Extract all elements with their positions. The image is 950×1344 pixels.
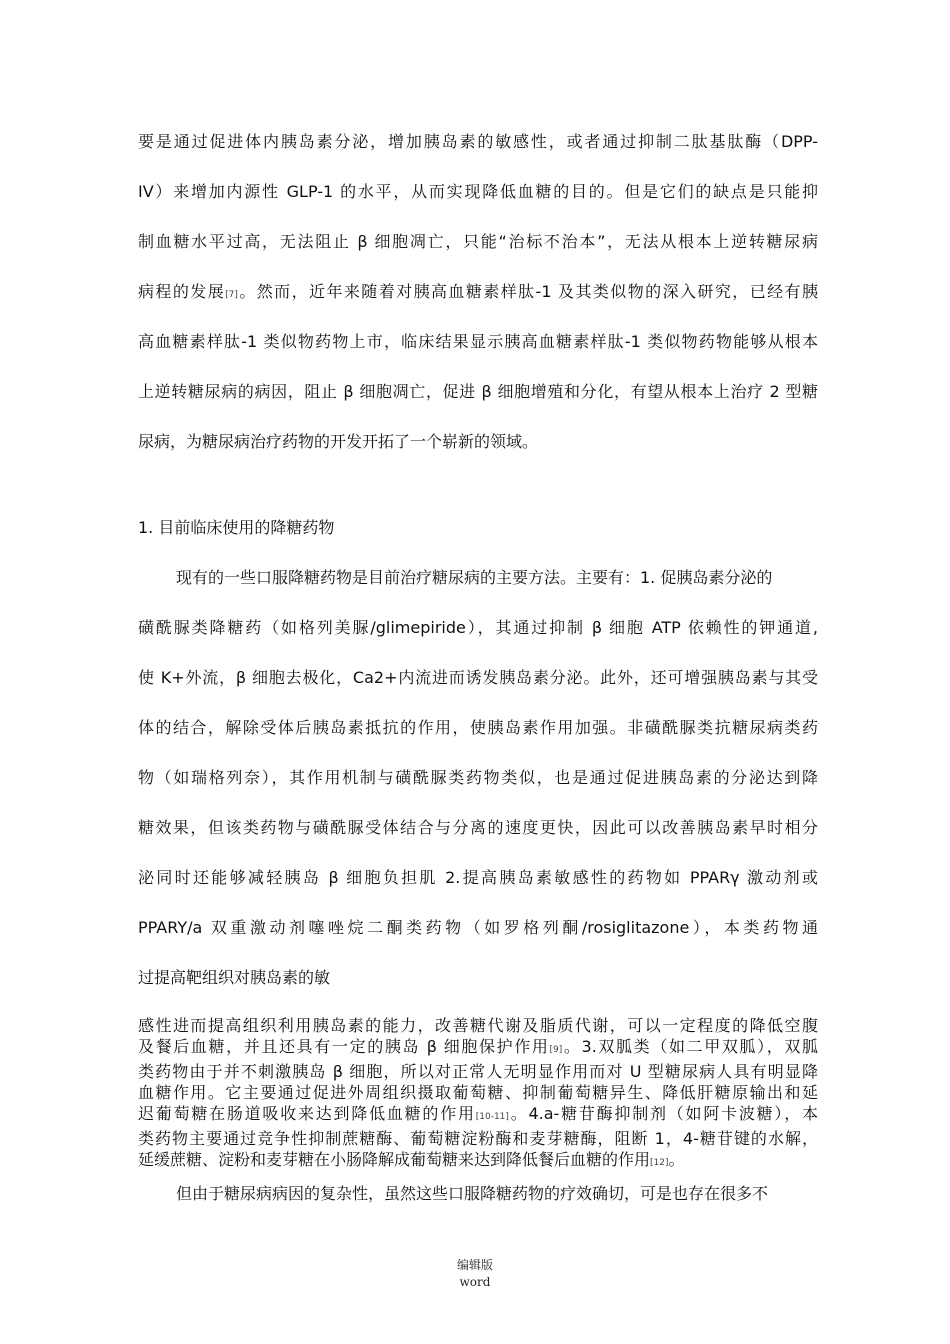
paragraph-line: 过提高靶组织对胰岛素的敏 bbox=[138, 968, 331, 987]
paragraph-line: 血糖作用。它主要通过促进外周组织摄取葡萄糖、抑制葡萄糖异生、降低肝糖原输出和延 bbox=[138, 1083, 818, 1102]
footer-label: word bbox=[459, 1275, 491, 1289]
text-fragment: 延缓蔗糖、淀粉和麦芽糖在小肠降解成葡萄糖来达到降低餐后血糖的作用 bbox=[138, 1150, 651, 1169]
paragraph-line: PPARY/a 双重激动剂噻唑烷二酮类药物（如罗格列酮/rosiglitazone），本类药物通 bbox=[138, 918, 818, 937]
paragraph-line: 使 K+外流，β 细胞去极化，Ca2+内流进而诱发胰岛素分泌。此外，还可增强胰岛素与其受 bbox=[138, 668, 818, 687]
paragraph-line: 泌同时还能够减轻胰岛 β 细胞负担肌 2.提高胰岛素敏感性的药物如 PPARγ 激动剂或 bbox=[138, 868, 818, 887]
text-fragment: 。4.a-糖苷酶抑制剂（如阿卡波糖），本 bbox=[508, 1104, 818, 1123]
text-fragment: 。 bbox=[668, 1150, 685, 1169]
text-fragment: 迟葡萄糖在肠道吸收来达到降低血糖的作用 bbox=[138, 1104, 476, 1123]
paragraph-line: 糖效果，但该类药物与磺酰脲受体结合与分离的速度更快，因此可以改善胰岛素早时相分 bbox=[138, 818, 818, 837]
paragraph-line: 上逆转糖尿病的病因，阻止 β 细胞凋亡，促进 β 细胞增殖和分化，有望从根本上治疗 2 型糖 bbox=[138, 382, 818, 401]
text-fragment: 。然而，近年来随着对胰高血糖素样肽-1 及其类似物的深入研究，已经有胰 bbox=[237, 282, 818, 301]
paragraph-line: IV）来增加内源性 GLP-1 的水平，从而实现降低血糖的目的。但是它们的缺点是只能抑 bbox=[138, 182, 818, 201]
text-fragment: 。3.双胍类（如二甲双胍），双胍 bbox=[562, 1037, 818, 1056]
paragraph-line: 体的结合，解除受体后胰岛素抵抗的作用，使胰岛素作用加强。非磺酰脲类抗糖尿病类药 bbox=[138, 718, 818, 737]
paragraph-line: 物（如瑞格列奈），其作用机制与磺酰脲类药物类似，也是通过促进胰岛素的分泌达到降 bbox=[138, 768, 818, 787]
paragraph-line bbox=[138, 1036, 818, 1061]
paragraph-line: 类药物主要通过竞争性抑制蔗糖酶、葡萄糖淀粉酶和麦芽糖酶，阻断 1，4-糖苷键的水解， bbox=[138, 1129, 818, 1148]
section-heading: 1. 目前临床使用的降糖药物 bbox=[138, 518, 335, 537]
citation-ref: [9] bbox=[549, 1045, 563, 1055]
paragraph-line: 尿病，为糖尿病治疗药物的开发开拓了一个崭新的领域。 bbox=[138, 432, 539, 451]
text-fragment: 及餐后血糖，并且还具有一定的胰岛 β 细胞保护作用 bbox=[138, 1037, 550, 1056]
paragraph-line: 但由于糖尿病病因的复杂性，虽然这些口服降糖药物的疗效确切，可是也存在很多不 bbox=[176, 1184, 769, 1203]
footer-label: 编辑版 bbox=[456, 1258, 493, 1272]
paragraph-line: 磺酰脲类降糖药（如格列美脲/glimepiride），其通过抑制 β 细胞 ATP 依赖性的钾通道, bbox=[138, 618, 818, 637]
paragraph-line bbox=[138, 281, 818, 306]
paragraph-line: 制血糖水平过高，无法阻止 β 细胞凋亡，只能“治标不治本”，无法从根本上逆转糖尿病 bbox=[138, 232, 818, 251]
paragraph-line bbox=[138, 1103, 818, 1128]
paragraph-line: 高血糖素样肽-1 类似物药物上市，临床结果显示胰高血糖素样肽-1 类似物药物能够从根本 bbox=[138, 332, 818, 351]
paragraph-line: 类药物由于并不刺激胰岛 β 细胞，所以对正常人无明显作用而对 U 型糖尿病人具有明显降 bbox=[138, 1062, 818, 1081]
paragraph-line bbox=[138, 1149, 818, 1174]
citation-ref: [10-11] bbox=[475, 1112, 509, 1122]
dense-paragraph bbox=[138, 1015, 818, 1174]
citation-ref: [7] bbox=[225, 290, 238, 300]
citation-ref: [12] bbox=[650, 1158, 669, 1168]
text-fragment: 病程的发展 bbox=[138, 282, 226, 301]
paragraph-line: 现有的一些口服降糖药物是目前治疗糖尿病的主要方法。主要有：1. 促胰岛素分泌的 bbox=[176, 568, 773, 587]
paragraph-line: 要是通过促进体内胰岛素分泌，增加胰岛素的敏感性，或者通过抑制二肽基肽酶（DPP- bbox=[138, 132, 818, 151]
paragraph-line: 感性进而提高组织利用胰岛素的能力，改善糖代谢及脂质代谢，可以一定程度的降低空腹 bbox=[138, 1016, 818, 1035]
